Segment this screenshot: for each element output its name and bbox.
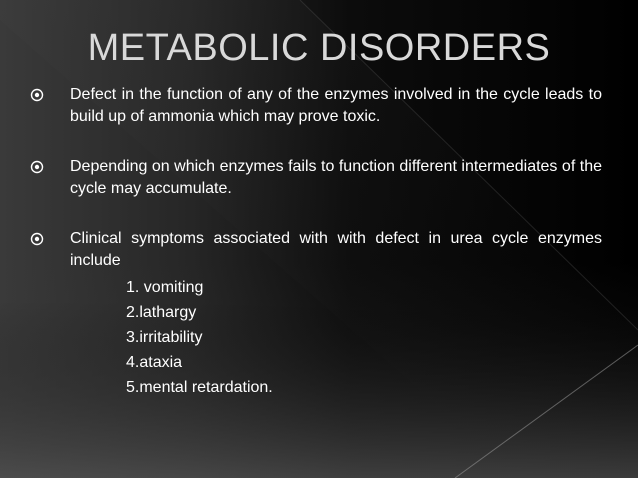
slide-content — [30, 84, 602, 400]
symptom-item: 4.ataxia — [126, 354, 183, 371]
bullet-item — [30, 228, 602, 272]
bullet-text: Defect in the function of any of the enzymes involved in the cycle leads to build up of ammonia which may prove toxic. — [70, 86, 602, 125]
bullet-text: Depending on which enzymes fails to function different intermediates of the cycle may accumulate. — [70, 158, 602, 197]
circled-dot-icon — [30, 160, 44, 174]
symptom-item: 1. vomiting — [126, 279, 204, 296]
symptom-list — [30, 275, 602, 400]
symptom-item: 5.mental retardation. — [126, 379, 273, 396]
symptom-item: 3.irritability — [126, 329, 203, 346]
bullet-item — [30, 84, 602, 128]
bullet-text: Clinical symptoms associated with with defect in urea cycle enzymes include — [70, 230, 602, 269]
symptom-item: 2.lathargy — [126, 304, 197, 321]
bullet-item — [30, 156, 602, 200]
slide-title: METABOLIC DISORDERS — [87, 27, 551, 69]
circled-dot-icon — [30, 232, 44, 246]
circled-dot-icon — [30, 88, 44, 102]
